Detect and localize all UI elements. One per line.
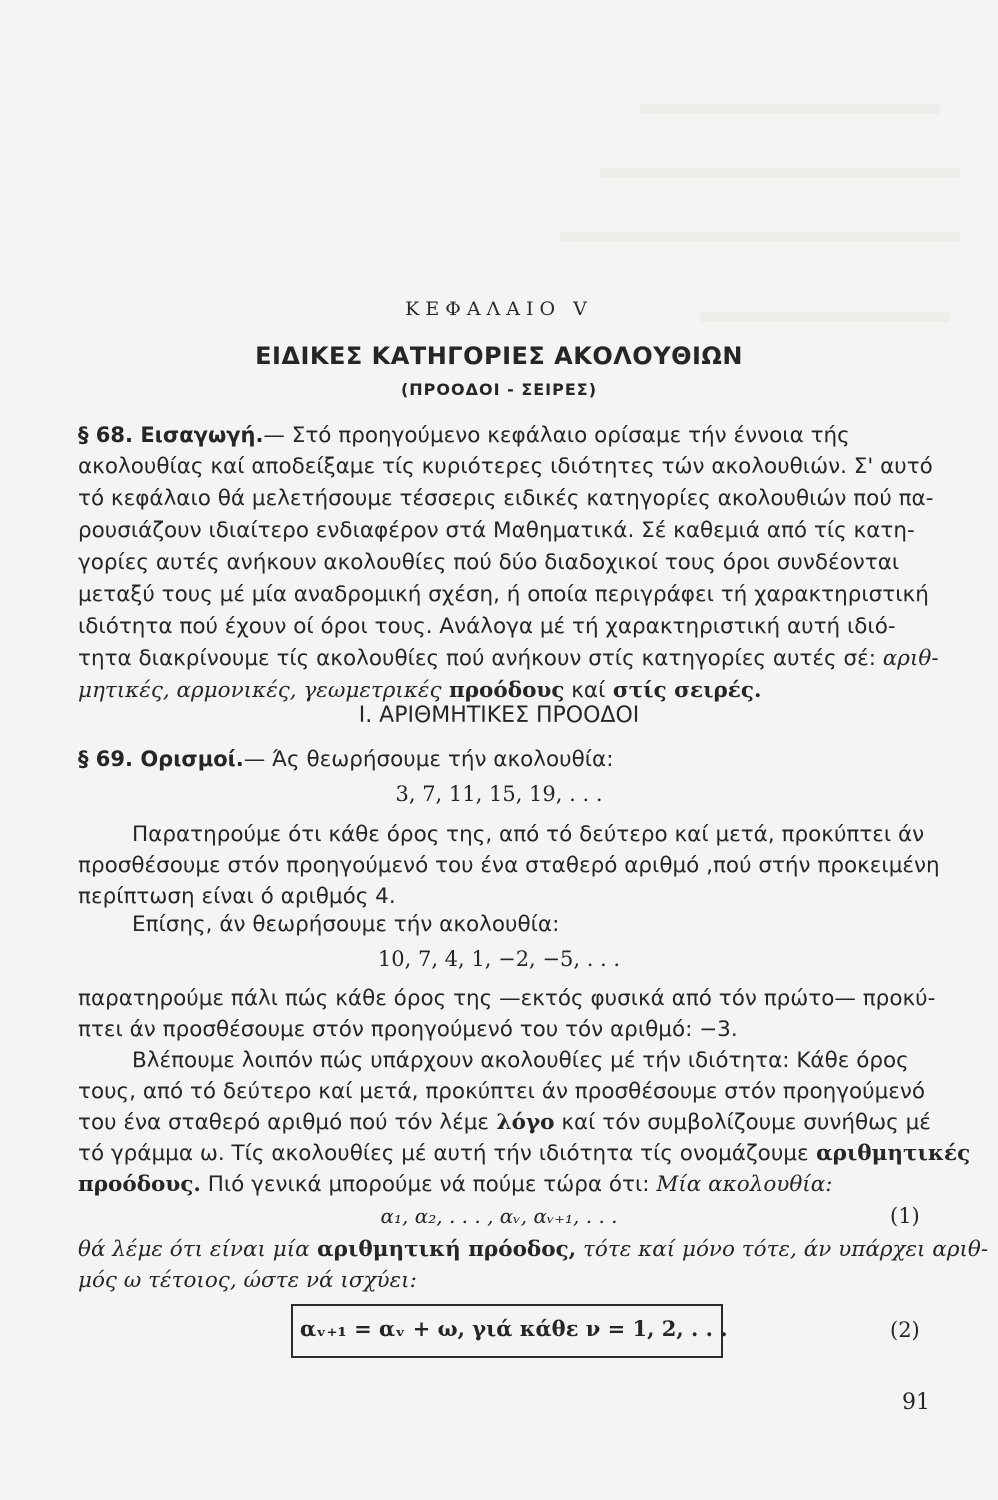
text-run: καί τόν συμβολίζουμε συνήθως μέ — [554, 1110, 931, 1135]
formula-2: αᵥ₊₁ = αᵥ + ω, γιά κάθε ν = 1, 2, . . . — [300, 1316, 728, 1341]
paragraph-line: ιδιότητα πού έχουν οί όροι τους. Ανάλογα μέ τή χαρακτηριστική αυτή ιδιό- — [78, 614, 896, 639]
text-run: του ένα σταθερό αριθμό πού τόν λέμε — [78, 1110, 490, 1135]
text-run: — Στό προηγούμενο κεφάλαιο ορίσαμε τήν έννοια τής — [263, 423, 850, 448]
section-heading-arithmetic-progressions: Ι. ΑΡΙΘΜΗΤΙΚΕΣ ΠΡΟΟΔΟΙ — [358, 703, 640, 728]
paragraph-line — [78, 744, 936, 775]
paragraph-line — [78, 644, 939, 674]
text-run: τητα διακρίνουμε τίς ακολουθίες πού ανήκουν στίς κατηγορίες αυτές σέ: — [78, 646, 876, 671]
section-heading-69: § 69. Ορισμοί. — [78, 747, 244, 771]
bold-run: αριθμητική πρόοδος, — [309, 1237, 577, 1262]
paragraph-line: Επίσης, άν θεωρήσουμε τήν ακολουθία: — [132, 912, 560, 937]
bold-run: προόδους. — [78, 1172, 201, 1197]
paragraph-line: τους, από τό δεύτερο καί μετά, προκύπτει άν προσθέσουμε στόν προηγούμενό — [78, 1079, 926, 1104]
bold-run: στίς σειρές. — [605, 678, 762, 703]
italic-run: Μία ακολουθία: — [649, 1172, 833, 1197]
italic-run: τότε καί μόνο τότε, άν υπάρχει αριθ- — [576, 1237, 989, 1262]
section-heading-68: § 68. Εισαγωγή. — [78, 423, 264, 447]
formula-1: α₁, α₂, . . . , αᵥ, αᵥ₊₁, . . . — [380, 1204, 618, 1228]
equation-number-1: (1) — [890, 1204, 920, 1228]
bleed-through — [600, 168, 960, 178]
italic-run: θά λέμε ότι είναι μία — [78, 1237, 310, 1262]
paragraph-line: γορίες αυτές ανήκουν ακολουθίες πού δύο διαδοχικοί τους όροι συνδέονται — [78, 550, 900, 575]
text-run: τό γράμμα ω. Τίς ακολουθίες μέ αυτή τήν ιδιότητα τίς ονομάζουμε — [78, 1141, 809, 1166]
text-run: — Άς θεωρήσουμε τήν ακολουθία: — [243, 747, 614, 772]
bold-run: προόδους — [441, 678, 565, 703]
sequence-example-2: 10, 7, 4, 1, −2, −5, . . . — [377, 947, 621, 971]
chapter-label: ΚΕΦΑΛΑΙΟ V — [405, 298, 593, 320]
bold-run: αριθμητικές — [808, 1141, 971, 1166]
text-run: Πιό γενικά μπορούμε νά πούμε τώρα ότι: — [200, 1172, 650, 1197]
paragraph-line: προσθέσουμε στόν προηγούμενό του ένα σταθερό αριθμό ,πού στήν προκειμένη — [78, 853, 940, 878]
paragraph-line: ρουσιάζουν ιδιαίτερο ενδιαφέρον στά Μαθηματικά. Σέ καθεμιά από τίς κατη- — [78, 518, 915, 543]
equation-number-2: (2) — [890, 1318, 920, 1342]
paragraph-line — [78, 676, 936, 706]
chapter-subtitle: (ΠΡΟΟΔΟΙ - ΣΕΙΡΕΣ) — [400, 380, 598, 399]
text-run: καί — [564, 678, 606, 703]
bleed-through — [560, 232, 960, 242]
paragraph-line — [78, 1108, 936, 1138]
paragraph-line: τό κεφάλαιο θά μελετήσουμε τέσσερις ειδικές κατηγορίες ακολουθιών πού πα- — [78, 486, 934, 511]
paragraph-line: Παρατηρούμε ότι κάθε όρος της, από τό δεύτερο καί μετά, προκύπτει άν — [132, 822, 925, 847]
chapter-title: ΕΙΔΙΚΕΣ ΚΑΤΗΓΟΡΙΕΣ ΑΚΟΛΟΥΘΙΩΝ — [255, 342, 743, 370]
page-number: 91 — [902, 1390, 930, 1415]
bleed-through — [640, 104, 940, 114]
sequence-example-1: 3, 7, 11, 15, 19, . . . — [395, 782, 603, 806]
paragraph-line: ακολουθίας καί αποδείξαμε τίς κυριότερες ιδιότητες τών ακολουθιών. Σ' αυτό — [78, 454, 933, 479]
paragraph-line: Βλέπουμε λοιπόν πώς υπάρχουν ακολουθίες μέ τήν ιδιότητα: Κάθε όρος — [132, 1048, 909, 1073]
paragraph-line: πτει άν προσθέσουμε στόν προηγούμενό του τόν αριθμό: −3. — [78, 1017, 738, 1042]
paragraph-line — [78, 1170, 936, 1200]
paragraph-line: παρατηρούμε πάλι πώς κάθε όρος της —εκτός φυσικά από τόν πρώτο— προκύ- — [78, 986, 936, 1011]
paragraph-line — [78, 420, 936, 451]
bold-run: λόγο — [489, 1110, 555, 1135]
paragraph-line: περίπτωση είναι ό αριθμός 4. — [78, 884, 396, 909]
paragraph-line — [78, 1235, 989, 1265]
paragraph-line: μός ω τέτοιος, ώστε νά ισχύει: — [78, 1268, 417, 1293]
italic-run: μητικές, αρμονικές, γεωμετρικές — [78, 678, 442, 703]
paragraph-line: μεταξύ τους μέ μία αναδρομική σχέση, ή οποία περιγράφει τή χαρακτηριστική — [78, 582, 929, 607]
italic-run: αριθ- — [875, 646, 939, 671]
paragraph-line — [78, 1139, 971, 1169]
